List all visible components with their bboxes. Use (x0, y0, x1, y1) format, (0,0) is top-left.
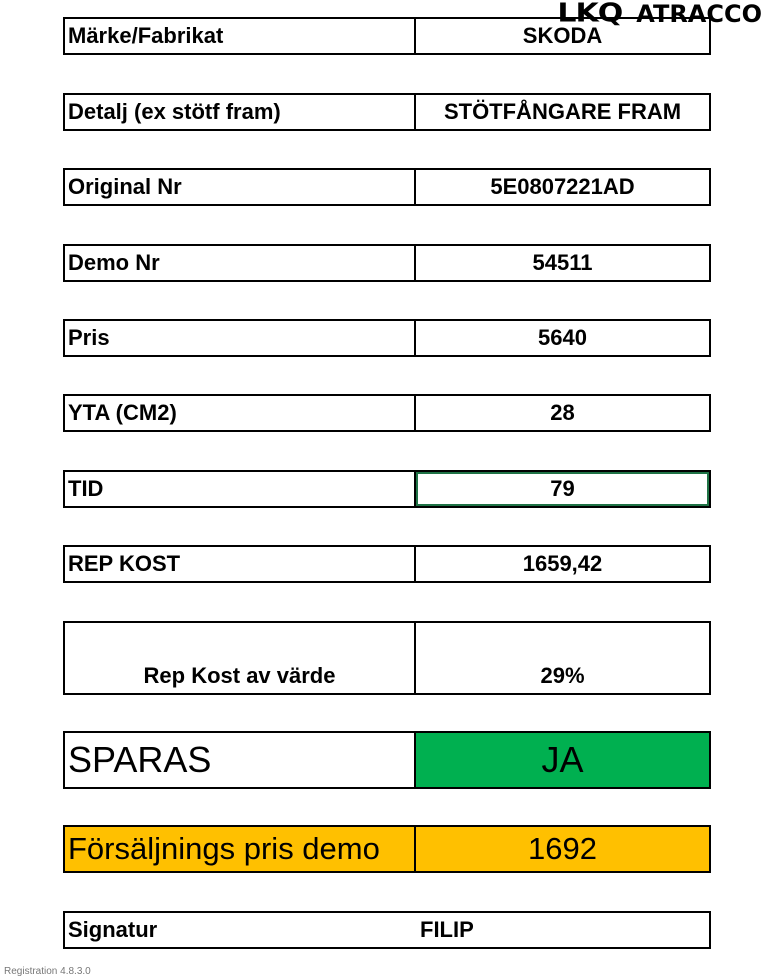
atracco-logo: ATRACCO (636, 0, 762, 28)
rep-cost-ratio-label: Rep Kost av värde (65, 623, 416, 693)
sale-price-value[interactable]: 1692 (528, 831, 597, 866)
area-value[interactable]: 28 (550, 400, 575, 425)
row-rep-cost-ratio (63, 621, 711, 695)
signature-value[interactable]: FILIP (420, 917, 474, 942)
part-label: Detalj (ex stötf fram) (65, 95, 416, 129)
save-value[interactable]: JA (416, 733, 709, 787)
row-signature (63, 911, 711, 949)
price-value[interactable]: 5640 (538, 325, 587, 350)
row-brand (63, 17, 711, 55)
row-time (63, 470, 711, 508)
demo-nr-label: Demo Nr (65, 246, 416, 280)
signature-label: Signatur (68, 917, 158, 942)
part-value[interactable]: STÖTFÅNGARE FRAM (443, 99, 682, 124)
save-label: SPARAS (65, 733, 416, 787)
demo-nr-value[interactable]: 54511 (532, 250, 593, 275)
time-label: TID (65, 472, 416, 506)
lkq-logo: LKQ (557, 0, 623, 29)
brand-label: Märke/Fabrikat (65, 19, 416, 53)
brand-value[interactable]: SKODA (522, 23, 603, 48)
time-value[interactable]: 79 (416, 472, 709, 506)
rep-cost-ratio-value[interactable]: 29% (540, 663, 585, 688)
row-price (63, 319, 711, 357)
rep-cost-label: REP KOST (65, 547, 416, 581)
rep-cost-value[interactable]: 1659,42 (522, 551, 603, 576)
row-original-nr (63, 168, 711, 206)
row-save (63, 731, 711, 789)
row-part (63, 93, 711, 131)
price-label: Pris (65, 321, 416, 355)
sale-price-label: Försäljnings pris demo (65, 827, 416, 871)
original-nr-value[interactable]: 5E0807221AD (490, 174, 635, 199)
row-demo-nr (63, 244, 711, 282)
area-label: YTA (CM2) (65, 396, 416, 430)
row-rep-cost (63, 545, 711, 583)
row-area (63, 394, 711, 432)
original-nr-label: Original Nr (65, 170, 416, 204)
registration-version: Registration 4.8.3.0 (4, 966, 91, 977)
row-sale-price (63, 825, 711, 873)
